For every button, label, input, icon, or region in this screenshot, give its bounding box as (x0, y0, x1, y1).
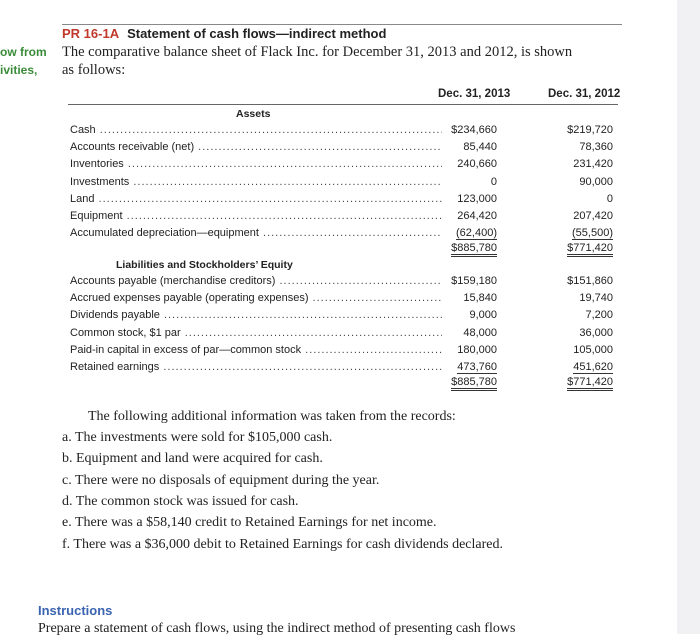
row-label: Accounts receivable (net) ..... (70, 141, 442, 153)
instructions-text: Prepare a statement of cash flows, using the indirect method of presenting cash flows (38, 621, 516, 636)
value-2012: 207,420 (573, 210, 613, 222)
value-2013: 240,660 (457, 158, 497, 171)
row-label: Paid-in capital in excess of par—common stock ..... (70, 344, 442, 356)
table-row (70, 158, 615, 175)
value-2012: 0 (606, 192, 613, 205)
value-2012: $151,860 (567, 275, 613, 287)
row-label: Common stock, $1 par ..... (70, 327, 442, 339)
value-2012: 105,000 (573, 343, 613, 356)
problem-title-text: Statement of cash flows—indirect method (127, 26, 387, 41)
table-row (70, 275, 615, 292)
total-2013: $885,780 (451, 376, 497, 391)
margin-note-2: ivities, (0, 63, 38, 77)
intro-line-2: as follows: (62, 62, 126, 78)
row-label: Investments ..... (70, 176, 442, 188)
column-header-2012: Dec. 31, 2012 (548, 88, 621, 100)
total-row (70, 242, 615, 259)
value-2012: 36,000 (579, 326, 613, 339)
table-row (70, 309, 615, 326)
page-edge (677, 0, 700, 634)
value-2013: (62,400) (456, 227, 497, 240)
row-label: Land ..... (70, 193, 442, 205)
value-2013: 85,440 (463, 141, 497, 154)
liabilities-heading: Liabilities and Stockholders’ Equity (116, 259, 293, 271)
table-row (70, 124, 615, 141)
row-label: Cash ..... (70, 124, 442, 136)
info-item: e. There was a $58,140 credit to Retained Earnings for net income. (62, 515, 437, 531)
value-2013: 48,000 (463, 326, 497, 339)
total-row (70, 376, 615, 393)
value-2012: 231,420 (573, 158, 613, 171)
additional-intro: The following additional information was taken from the records: (88, 409, 456, 424)
table-row (70, 344, 615, 361)
value-2013: 180,000 (457, 343, 497, 356)
row-label: Accounts payable (merchandise creditors) ..... (70, 275, 442, 287)
value-2012: 78,360 (579, 141, 613, 154)
value-2013: 473,760 (457, 361, 497, 373)
table-row (70, 327, 615, 344)
value-2012: 451,620 (573, 361, 613, 373)
header-rule (68, 104, 618, 105)
value-2012: 19,740 (579, 292, 613, 305)
table-row (70, 193, 615, 210)
total-2013: $885,780 (451, 242, 497, 257)
instructions-heading: Instructions (38, 603, 113, 618)
problem-title (62, 26, 386, 41)
row-label: Accrued expenses payable (operating expenses) ..... (70, 292, 442, 304)
info-item: a. The investments were sold for $105,000 cash. (62, 430, 333, 445)
value-2012: 90,000 (579, 175, 613, 188)
value-2013: 264,420 (457, 210, 497, 222)
value-2012: (55,500) (572, 227, 613, 240)
value-2012: $219,720 (567, 124, 613, 136)
value-2012: 7,200 (585, 309, 613, 322)
value-2013: 9,000 (469, 309, 497, 322)
row-label: Retained earnings ..... (70, 361, 442, 373)
top-rule (62, 24, 622, 25)
info-item: f. There was a $36,000 debit to Retained Earnings for cash dividends declared. (62, 536, 503, 552)
margin-note-1: ow from (0, 45, 47, 59)
value-2013: 0 (490, 175, 497, 188)
assets-heading: Assets (236, 108, 271, 120)
value-2013: 15,840 (463, 292, 497, 305)
intro-line-1: The comparative balance sheet of Flack Inc. for December 31, 2013 and 2012, is shown (62, 44, 573, 60)
row-label: Accumulated depreciation—equipment ..... (70, 227, 442, 239)
value-2013: $234,660 (451, 124, 497, 136)
column-header-2013: Dec. 31, 2013 (438, 88, 511, 100)
row-label: Inventories ..... (70, 158, 442, 170)
info-item: b. Equipment and land were acquired for cash. (62, 451, 323, 467)
row-label: Dividends payable ..... (70, 309, 442, 321)
info-item: c. There were no disposals of equipment during the year. (62, 472, 380, 488)
value-2013: 123,000 (457, 192, 497, 205)
table-row (70, 176, 615, 193)
info-item: d. The common stock was issued for cash. (62, 493, 299, 509)
table-row (70, 210, 615, 227)
problem-code: PR 16-1A (62, 26, 120, 41)
value-2013: $159,180 (451, 275, 497, 287)
row-label: Equipment ..... (70, 210, 442, 222)
total-2012: $771,420 (567, 376, 613, 391)
table-row (70, 292, 615, 309)
table-row (70, 141, 615, 158)
total-2012: $771,420 (567, 242, 613, 257)
